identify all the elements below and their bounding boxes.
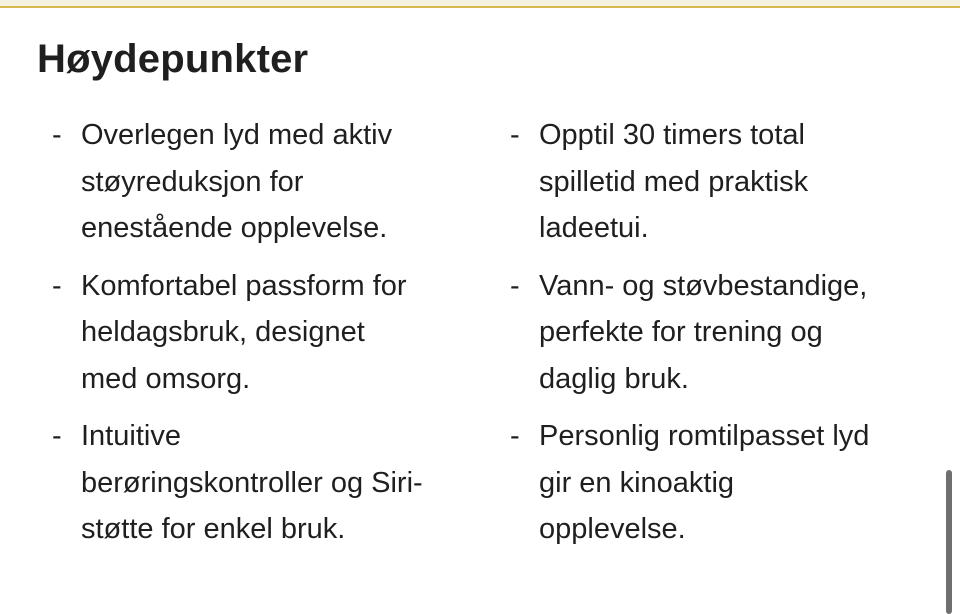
highlight-text: Intuitive berøringskontroller og Siri- støtte for enkel bruk. <box>81 420 423 545</box>
highlight-text: Overlegen lyd med aktiv støyreduksjon for enestående opplevelse. <box>81 119 393 244</box>
section-heading: Høydepunkter <box>37 37 309 81</box>
highlight-item <box>52 413 472 553</box>
top-accent-divider <box>0 0 960 8</box>
highlight-item <box>52 112 472 252</box>
bullet-dash: - <box>510 119 520 151</box>
highlights-column-left <box>52 112 472 564</box>
highlights-column-right <box>510 112 930 564</box>
highlight-text: Personlig romtilpasset lyd gir en kinoaktig opplevelse. <box>539 420 870 545</box>
bullet-dash: - <box>52 269 62 302</box>
highlight-item <box>52 263 472 403</box>
highlight-text: Opptil 30 timers total spilletid med praktisk ladeetui. <box>539 119 809 244</box>
highlight-item <box>510 112 930 252</box>
highlight-text: Komfortabel passform for heldagsbruk, designet med omsorg. <box>81 269 407 395</box>
highlight-item <box>510 413 930 553</box>
bullet-dash: - <box>510 269 520 302</box>
vertical-scrollbar[interactable] <box>946 470 952 614</box>
highlight-text: Vann- og støvbestandige, perfekte for trening og daglig bruk. <box>539 269 868 395</box>
bullet-dash: - <box>52 420 62 452</box>
bullet-dash: - <box>510 420 520 452</box>
bullet-dash: - <box>52 119 62 151</box>
highlight-item <box>510 263 930 403</box>
